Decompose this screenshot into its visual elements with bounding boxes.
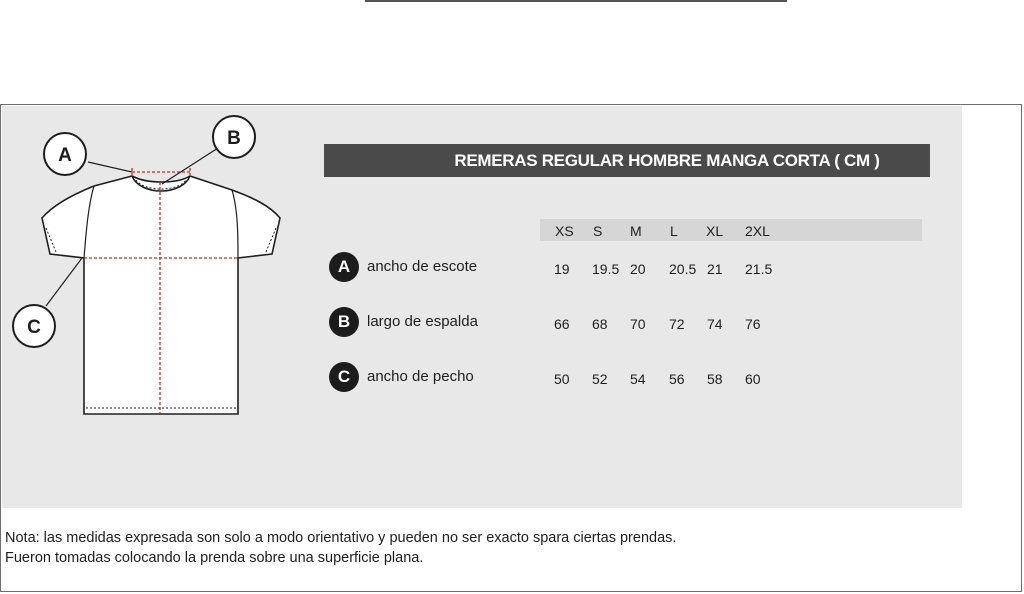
table-cell: 58	[707, 371, 723, 387]
row-c-label: ancho de pecho	[367, 368, 474, 385]
callout-a	[44, 133, 86, 175]
row-a-label: ancho de escote	[367, 258, 478, 275]
row-b-label: largo de espalda	[367, 313, 478, 330]
table-cell: 54	[630, 371, 646, 387]
size-header-cell: XL	[706, 223, 724, 239]
note-line-1: Nota: las medidas expresada son solo a modo orientativo y pueden no ser exacto spara ciertas prendas.	[5, 530, 677, 546]
chart-title-bar	[324, 144, 930, 177]
size-chart-frame	[0, 104, 1022, 592]
size-header-cell: L	[670, 223, 678, 239]
callout-a-label: A	[58, 145, 72, 166]
callout-c	[13, 305, 55, 347]
table-cell: 56	[669, 371, 685, 387]
size-header-cell: 2XL	[745, 223, 770, 239]
table-cell: 66	[554, 316, 570, 332]
measurement-a-line	[132, 168, 190, 178]
size-chart-panel	[2, 106, 962, 508]
table-cell: 20	[630, 261, 646, 277]
note-line-2: Fueron tomadas colocando la prenda sobre una superficie plana.	[5, 550, 424, 566]
table-cell: 76	[745, 316, 761, 332]
table-cell: 72	[669, 316, 685, 332]
table-cell: 74	[707, 316, 723, 332]
table-cell: 60	[745, 371, 761, 387]
row-a-badge: A	[329, 252, 359, 282]
size-header-cell: M	[630, 223, 642, 239]
size-header-cell: S	[593, 223, 603, 239]
table-cell: 70	[630, 316, 646, 332]
size-header-cell: XS	[555, 223, 574, 239]
table-cell: 20.5	[669, 261, 697, 277]
chart-title: REMERAS REGULAR HOMBRE MANGA CORTA ( CM )	[454, 150, 880, 170]
size-header-row	[540, 219, 922, 241]
row-b-badge: B	[329, 307, 359, 337]
table-cell: 68	[592, 316, 608, 332]
callout-b	[213, 116, 255, 158]
top-divider-line	[365, 0, 787, 2]
row-c-badge: C	[329, 362, 359, 392]
tshirt-diagram	[2, 106, 302, 508]
table-cell: 50	[554, 371, 570, 387]
notes-block	[5, 528, 676, 568]
callout-b-label: B	[227, 128, 241, 149]
table-cell: 52	[592, 371, 608, 387]
tshirt-outline	[42, 176, 280, 414]
callout-c-label: C	[27, 317, 41, 338]
table-cell: 21	[707, 261, 723, 277]
table-cell: 19	[554, 261, 570, 277]
table-cell: 19.5	[592, 261, 620, 277]
table-cell: 21.5	[745, 261, 773, 277]
